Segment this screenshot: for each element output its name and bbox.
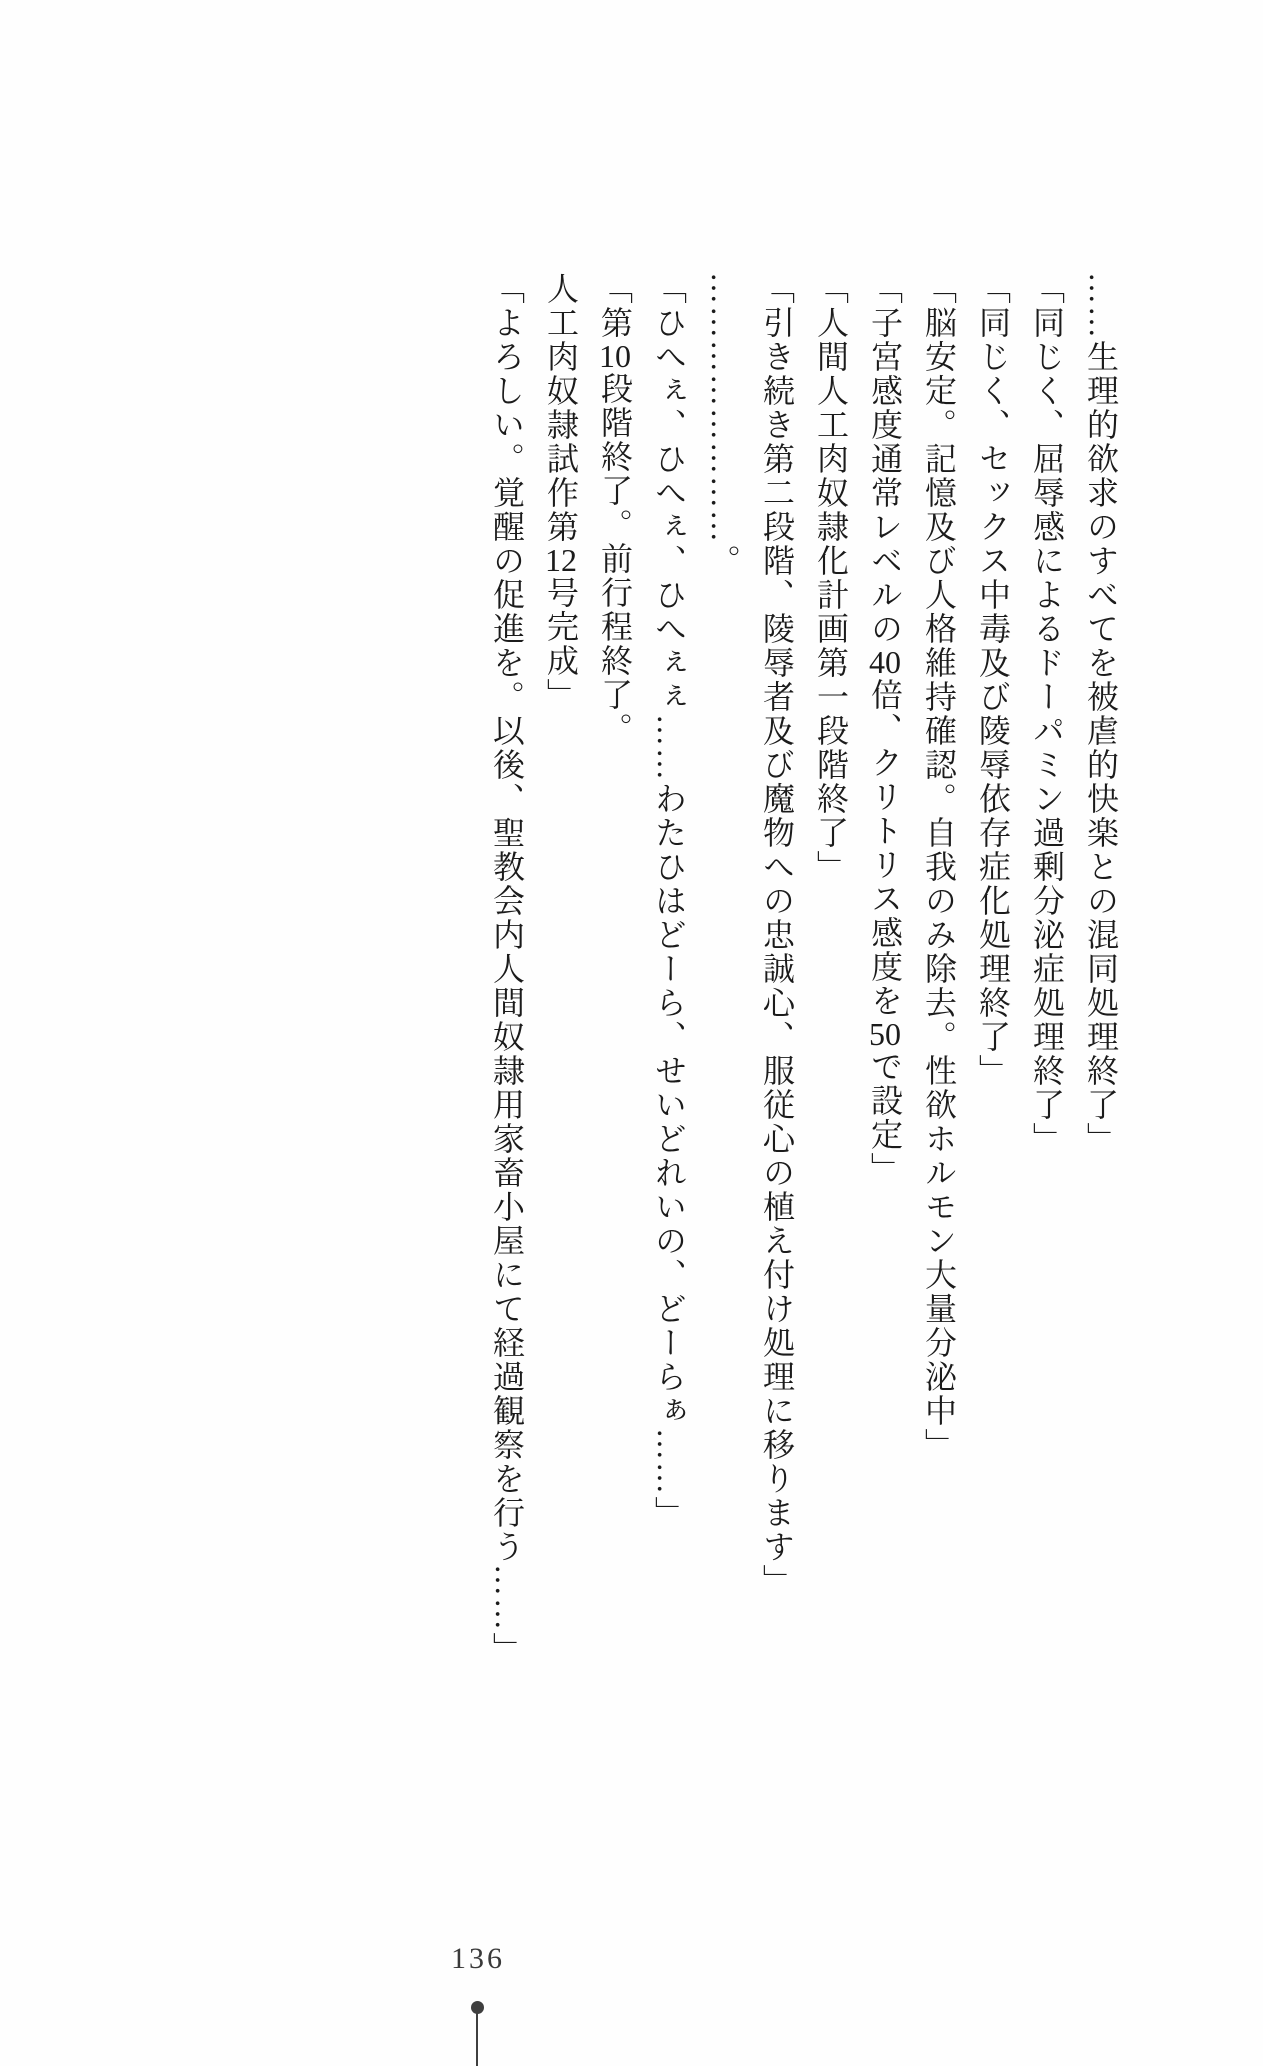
text-line: ……………………。 [705, 272, 741, 578]
text-line: 人工肉奴隷試作第12号完成」 [543, 272, 579, 712]
text-line: 「脳安定。記憶及び人格維持確認。自我のみ除去。性欲ホルモン大量分泌中」 [921, 272, 957, 1462]
tcy-number: 40 [869, 646, 901, 678]
text-line: 「ひへぇ、ひへぇ、ひへぇぇ……わたひはどーら、せいどれいの、どーらぁ……」 [651, 272, 687, 1530]
text-line: 「第10段階終了。前行程終了。 [597, 272, 633, 746]
tcy-number: 12 [545, 544, 577, 576]
text-line: ……生理的欲求のすべてを被虐的快楽との混同処理終了」 [1083, 272, 1119, 1156]
text-line: 「同じく、セックス中毒及び陵辱依存症化処理終了」 [975, 272, 1011, 1088]
page-number: 136 [451, 1942, 505, 1975]
text-line: 「子宮感度通常レベルの40倍、クリトリス感度を50で設定」 [867, 272, 903, 1186]
text-line: 「引き続き第二段階、陵辱者及び魔物への忠誠心、服従心の植え付け処理に移ります」 [759, 272, 795, 1598]
text-line: 「よろしい。覚醒の促進を。以後、聖教会内人間奴隷用家畜小屋にて経過観察を行う……」 [489, 272, 525, 1666]
text-block [480, 272, 1128, 1682]
tcy-number: 50 [869, 1018, 901, 1050]
text-line: 「同じく、屈辱感によるドーパミン過剰分泌症処理終了」 [1029, 272, 1065, 1156]
text-line: 「人間人工肉奴隷化計画第一段階終了」 [813, 272, 849, 884]
binding-line [476, 2012, 478, 2066]
tcy-number: 10 [599, 340, 631, 372]
